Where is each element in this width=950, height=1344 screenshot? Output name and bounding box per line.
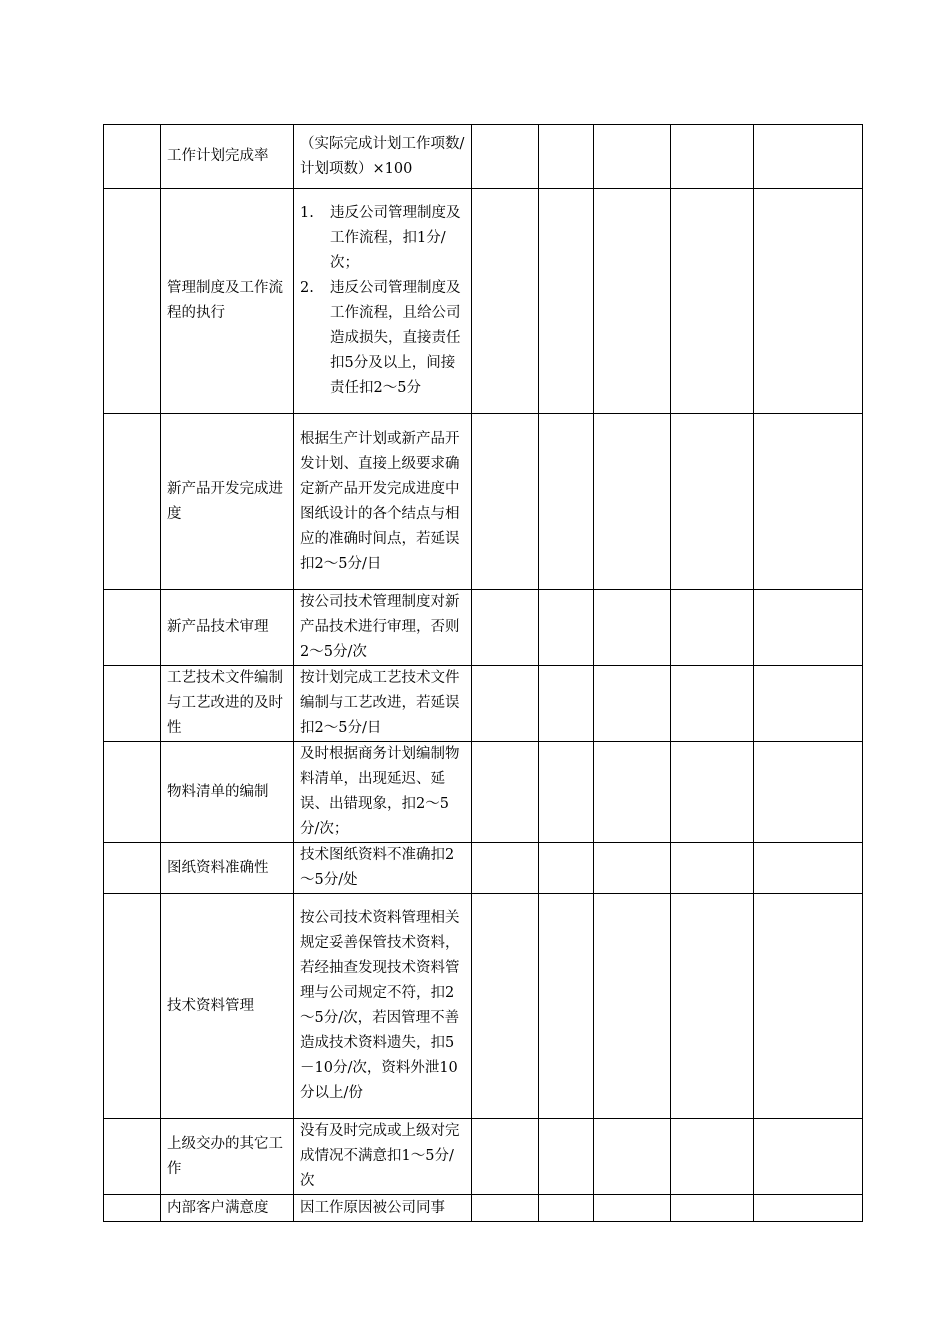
item-cell: 工艺技术文件编制与工艺改进的及时性 [161, 666, 294, 742]
rule-item [300, 201, 465, 276]
table-row [104, 894, 863, 1119]
rule-item [300, 276, 465, 401]
score-cell [539, 894, 594, 1119]
score-cell [539, 742, 594, 843]
score-cell [472, 843, 539, 894]
index-cell [104, 414, 161, 590]
score-cell [754, 590, 863, 666]
table-row [104, 1195, 863, 1222]
score-cell [594, 189, 671, 414]
item-cell: 图纸资料准确性 [161, 843, 294, 894]
score-cell [539, 189, 594, 414]
criteria-cell: 按公司技术管理制度对新产品技术进行审理，否则2～5分/次 [294, 590, 472, 666]
item-cell: 内部客户满意度 [161, 1195, 294, 1222]
score-cell [754, 843, 863, 894]
score-cell [594, 1119, 671, 1195]
score-cell [671, 894, 754, 1119]
criteria-cell: （实际完成计划工作项数/计划项数）×100 [294, 125, 472, 189]
score-cell [754, 414, 863, 590]
score-cell [472, 590, 539, 666]
index-cell [104, 125, 161, 189]
criteria-cell: 根据生产计划或新产品开发计划、直接上级要求确定新产品开发完成进度中图纸设计的各个结点与相应的准确时间点，若延误扣2～5分/日 [294, 414, 472, 590]
index-cell [104, 590, 161, 666]
criteria-cell: 按公司技术资料管理相关规定妥善保管技术资料，若经抽查发现技术资料管理与公司规定不符，扣2～5分/次，若因管理不善造成技术资料遗失，扣5－10分/次，资料外泄10分以上/份 [294, 894, 472, 1119]
index-cell [104, 742, 161, 843]
score-cell [472, 189, 539, 414]
score-cell [539, 1119, 594, 1195]
score-cell [754, 1195, 863, 1222]
score-cell [671, 414, 754, 590]
item-cell: 物料清单的编制 [161, 742, 294, 843]
score-cell [472, 666, 539, 742]
table-row [104, 742, 863, 843]
score-cell [539, 590, 594, 666]
score-cell [539, 843, 594, 894]
score-cell [671, 189, 754, 414]
score-cell [754, 894, 863, 1119]
item-cell: 新产品技术审理 [161, 590, 294, 666]
score-cell [539, 125, 594, 189]
table-row [104, 590, 863, 666]
table-row [104, 189, 863, 414]
score-cell [671, 125, 754, 189]
item-cell: 技术资料管理 [161, 894, 294, 1119]
rule-text: 违反公司管理制度及工作流程，扣1分/次； [330, 205, 461, 271]
score-cell [754, 125, 863, 189]
criteria-cell: 及时根据商务计划编制物料清单，出现延迟、延误、出错现象，扣2～5分/次； [294, 742, 472, 843]
score-cell [671, 590, 754, 666]
index-cell [104, 894, 161, 1119]
score-cell [594, 125, 671, 189]
table-row [104, 414, 863, 590]
criteria-cell: 没有及时完成或上级对完成情况不满意扣1～5分/次 [294, 1119, 472, 1195]
index-cell [104, 666, 161, 742]
score-cell [671, 1119, 754, 1195]
item-cell: 上级交办的其它工作 [161, 1119, 294, 1195]
index-cell [104, 1119, 161, 1195]
score-cell [594, 843, 671, 894]
score-cell [754, 666, 863, 742]
score-cell [594, 666, 671, 742]
criteria-cell: 因工作原因被公司同事 [294, 1195, 472, 1222]
table-row [104, 1119, 863, 1195]
assessment-table [103, 124, 863, 1222]
score-cell [594, 742, 671, 843]
score-cell [671, 742, 754, 843]
score-cell [594, 414, 671, 590]
score-cell [472, 1195, 539, 1222]
index-cell [104, 1195, 161, 1222]
item-cell: 新产品开发完成进度 [161, 414, 294, 590]
criteria-cell [294, 189, 472, 414]
index-cell [104, 189, 161, 414]
table-row [104, 843, 863, 894]
score-cell [594, 894, 671, 1119]
index-cell [104, 843, 161, 894]
score-cell [472, 894, 539, 1119]
score-cell [539, 666, 594, 742]
rule-list [300, 201, 465, 401]
criteria-cell: 技术图纸资料不准确扣2～5分/处 [294, 843, 472, 894]
score-cell [671, 843, 754, 894]
score-cell [472, 125, 539, 189]
score-cell [472, 742, 539, 843]
score-cell [594, 1195, 671, 1222]
rule-number: 1. [300, 205, 314, 221]
score-cell [671, 666, 754, 742]
score-cell [594, 590, 671, 666]
table-row [104, 125, 863, 189]
criteria-cell: 按计划完成工艺技术文件编制与工艺改进，若延误扣2～5分/日 [294, 666, 472, 742]
score-cell [671, 1195, 754, 1222]
score-cell [754, 1119, 863, 1195]
score-cell [754, 742, 863, 843]
rule-number: 2. [300, 280, 314, 296]
score-cell [754, 189, 863, 414]
score-cell [539, 1195, 594, 1222]
item-cell: 管理制度及工作流程的执行 [161, 189, 294, 414]
score-cell [539, 414, 594, 590]
score-cell [472, 1119, 539, 1195]
score-cell [472, 414, 539, 590]
rule-text: 违反公司管理制度及工作流程，且给公司造成损失，直接责任扣5分及以上，间接责任扣2～5分 [330, 280, 461, 396]
table-row [104, 666, 863, 742]
item-cell: 工作计划完成率 [161, 125, 294, 189]
